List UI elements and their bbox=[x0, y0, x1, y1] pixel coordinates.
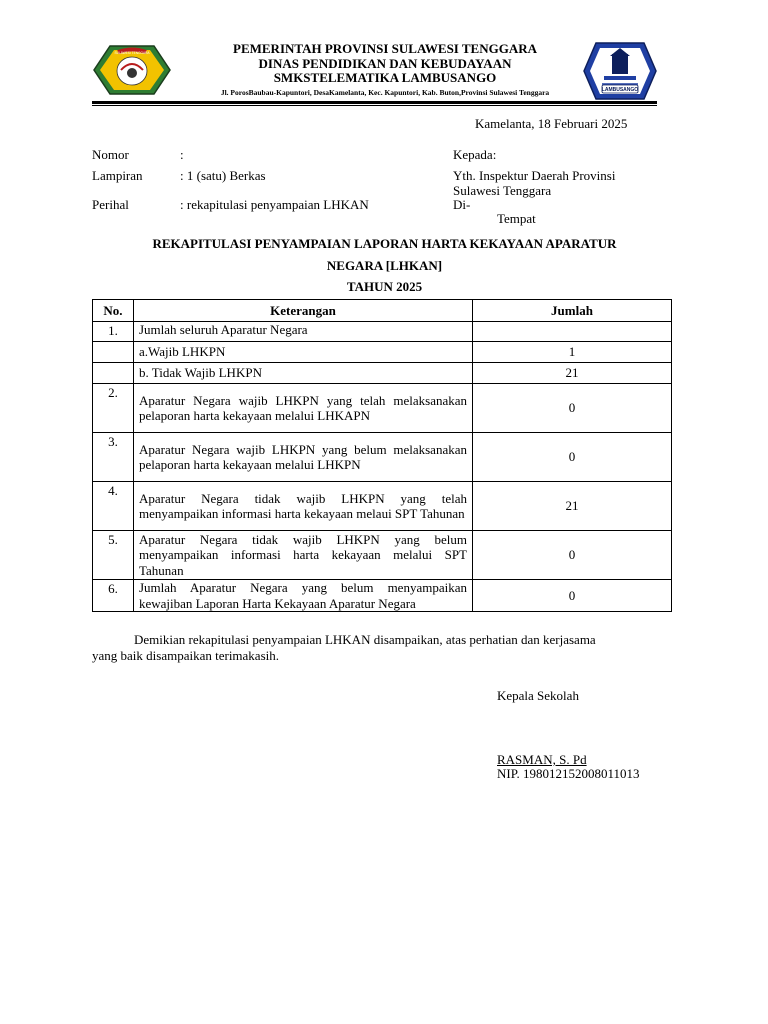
document-title-line-1: REKAPITULASI PENYAMPAIAN LAPORAN HARTA KEKAYAAN APARATUR bbox=[152, 236, 617, 251]
rekap-table bbox=[92, 299, 672, 612]
header-keterangan: Keterangan bbox=[134, 300, 473, 322]
lampiran-value: : 1 (satu) Berkas bbox=[180, 168, 266, 183]
document-title-line-3: TAHUN 2025 bbox=[346, 279, 423, 294]
recipient-line-4: Tempat bbox=[497, 211, 536, 226]
document-title-line-2: NEGARA [LHKAN] bbox=[326, 258, 443, 273]
row-keterangan: Aparatur Negara wajib LHKPN yang belum melaksanakan pelaporan harta kekayaan melalui LHKPN bbox=[134, 433, 473, 482]
perihal-value: : rekapitulasi penyampaian LHKAN bbox=[180, 197, 369, 212]
row-no: 1. bbox=[93, 322, 134, 342]
closing-paragraph-line-2: yang baik disampaikan terimakasih. bbox=[92, 648, 280, 663]
letterhead-divider-thick bbox=[92, 101, 657, 104]
row-jumlah bbox=[473, 322, 672, 342]
table-row bbox=[93, 433, 672, 482]
header-no: No. bbox=[93, 300, 134, 322]
lampiran-label: Lampiran bbox=[92, 168, 143, 183]
row-no bbox=[93, 342, 134, 363]
table-row bbox=[93, 482, 672, 531]
school-emblem-lettering: LAMBUSANGO bbox=[601, 87, 639, 93]
row-no: 3. bbox=[93, 433, 134, 482]
recipient-line-2: Sulawesi Tenggara bbox=[453, 183, 552, 198]
row-keterangan: a.Wajib LHKPN bbox=[134, 342, 473, 363]
table-header-row bbox=[93, 300, 672, 322]
table-row bbox=[93, 342, 672, 363]
nomor-value: : bbox=[180, 147, 184, 162]
row-jumlah: 21 bbox=[473, 482, 672, 531]
row-no: 2. bbox=[93, 384, 134, 433]
letterhead-line-1: PEMERINTAH PROVINSI SULAWESI TENGGARA bbox=[233, 41, 537, 56]
row-jumlah: 0 bbox=[473, 433, 672, 482]
recipient-line-1: Yth. Inspektur Daerah Provinsi bbox=[453, 168, 616, 183]
row-keterangan: Aparatur Negara tidak wajib LHKPN yang belum menyampaikan informasi harta kekayaan melalui SPT Tahunan bbox=[134, 531, 473, 580]
letterhead-line-2: DINAS PENDIDIKAN DAN KEBUDAYAAN bbox=[258, 55, 512, 71]
letterhead-address: Jl. PorosBaubau-Kapuntori, DesaKamelanta, Kec. Kapuntori, Kab. Buton,Provinsi Sulawesi Tenggara bbox=[220, 87, 550, 97]
row-jumlah: 1 bbox=[473, 342, 672, 363]
row-no: 4. bbox=[93, 482, 134, 531]
row-jumlah: 0 bbox=[473, 384, 672, 433]
letterhead-line-3: SMKSTELEMATIKA LAMBUSANGO bbox=[273, 70, 497, 85]
kepada-label: Kepada: bbox=[453, 147, 497, 162]
signatory-nip: NIP. 198012152008011013 bbox=[497, 766, 640, 781]
signatory-position: Kepala Sekolah bbox=[497, 688, 579, 703]
recipient-line-3: Di- bbox=[453, 197, 471, 212]
signatory-name: RASMAN, S. Pd bbox=[497, 752, 587, 767]
table-row bbox=[93, 384, 672, 433]
row-keterangan: Aparatur Negara wajib LHKPN yang telah melaksanakan pelaporan harta kekayaan melalui LHKAPN bbox=[134, 384, 473, 433]
table-row bbox=[93, 363, 672, 384]
row-keterangan: b. Tidak Wajib LHKPN bbox=[134, 363, 473, 384]
row-jumlah: 0 bbox=[473, 580, 672, 612]
row-keterangan: Jumlah Aparatur Negara yang belum menyampaikan kewajiban Laporan Harta Kekayaan Aparatur Negara bbox=[134, 580, 473, 612]
perihal-label: Perihal bbox=[92, 197, 129, 212]
table-row bbox=[93, 580, 672, 612]
row-keterangan: Aparatur Negara tidak wajib LHKPN yang telah menyampaikan informasi harta kekayaan melaui SPT Tahunan bbox=[134, 482, 473, 531]
emblem-lettering: SULAWESI TENGGARA bbox=[114, 51, 150, 55]
letterhead bbox=[190, 42, 580, 97]
header-jumlah: Jumlah bbox=[473, 300, 672, 322]
row-jumlah: 21 bbox=[473, 363, 672, 384]
row-keterangan: Jumlah seluruh Aparatur Negara bbox=[134, 322, 473, 342]
table-row bbox=[93, 531, 672, 580]
closing-paragraph-line-1: Demikian rekapitulasi penyampaian LHKAN disampaikan, atas perhatian dan kerjasama bbox=[134, 632, 596, 647]
row-no: 5. bbox=[93, 531, 134, 580]
nomor-label: Nomor bbox=[92, 147, 129, 162]
row-jumlah: 0 bbox=[473, 531, 672, 580]
letterhead-divider-thin bbox=[92, 105, 657, 106]
row-no: 6. bbox=[93, 580, 134, 612]
row-no bbox=[93, 363, 134, 384]
table-row bbox=[93, 322, 672, 342]
place-date: Kamelanta, 18 Februari 2025 bbox=[475, 116, 628, 131]
